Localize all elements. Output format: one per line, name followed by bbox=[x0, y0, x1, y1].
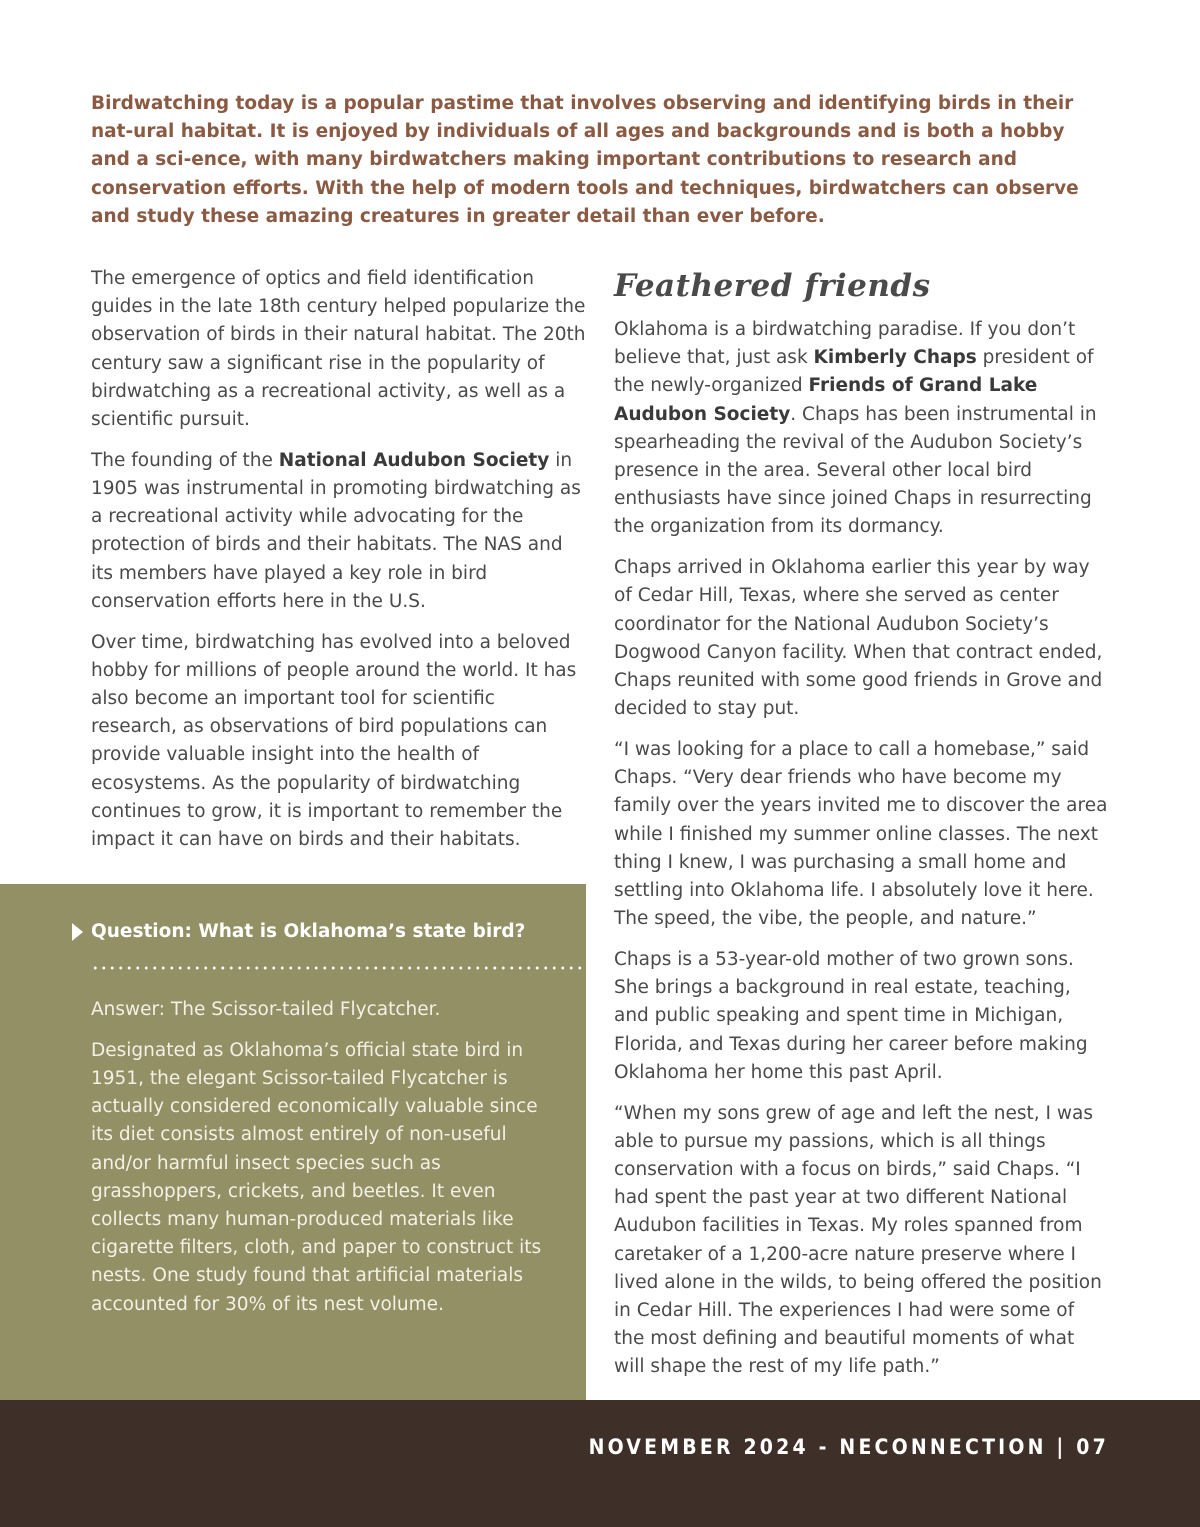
left-paragraph-1: The emergence of optics and field identification guides in the late 18th century helped popularize the observation of birds in their natural habitat. The 20th century saw a significant rise in the popularity of birdwatching as a recreational activity, as well as a scientific pursuit. bbox=[91, 268, 586, 431]
left-paragraph-2: The founding of the National Audubon Society in 1905 was instrumental in promoting birdwatching as a recreational activity while advocating for the protection of birds and their habitats. The NAS and its members have played a key role in bird conservation efforts here in the U.S. bbox=[91, 449, 581, 612]
footer-bar bbox=[0, 1400, 1200, 1527]
right-paragraph-3: “I was looking for a place to call a homebase,” said Chaps. “Very dear friends who have become my family over the years invited me to discover the area while I finished my summer online classes. The next thing I knew, I was purchasing a small home and settling into Oklahoma life. I absolutely love it here. The speed, the vibe, the people, and nature.” bbox=[614, 739, 1108, 930]
section-heading: Feathered friends bbox=[614, 268, 931, 304]
question-text: Question: What is Oklahoma’s state bird? bbox=[91, 921, 526, 942]
right-paragraph-5: “When my sons grew of age and left the nest, I was able to pursue my passions, which is all things conservation with a focus on birds,” said Chaps. “I had spent the past year at two different National Audubon facilities in Texas. My roles spanned from caretaker of a 1,200-acre nature preserve where I lived alone in the wilds, to being offered the position in Cedar Hill. The experiences I had were some of the most defining and beautiful moments of what will shape the rest of my life path.” bbox=[614, 1102, 1102, 1378]
footer-text: NOVEMBER 2024 - NECONNECTION | 07 bbox=[588, 1435, 1109, 1459]
sidebar-body: Designated as Oklahoma’s official state bird in 1951, the elegant Scissor-tailed Flycatcher is actually considered economically valuable since its diet consists almost entirely of non-useful and/or harmful insect species such as grasshoppers, crickets, and beetles. It even collects many human-produced materials like cigarette filters, cloth, and paper to construct its nests. One study found that artificial materials accounted for 30% of its nest volume. bbox=[91, 1039, 542, 1315]
right-paragraph-2: Chaps arrived in Oklahoma earlier this year by way of Cedar Hill, Texas, where she served as center coordinator for the National Audubon Society’s Dogwood Canyon facility. When that contract ended, Chaps reunited with some good friends in Grove and decided to stay put. bbox=[614, 557, 1103, 720]
right-column bbox=[614, 316, 1109, 1394]
right-paragraph-4: Chaps is a 53-year-old mother of two grown sons. She brings a background in real estate, teaching, and public speaking and spent time in Michigan, Florida, and Texas during her career before making Oklahoma her home this past April. bbox=[614, 949, 1088, 1083]
right-paragraph-1: Oklahoma is a birdwatching paradise. If you don’t believe that, just ask Kimberly Chaps president of the newly-organized Friends of Grand Lake Audubon Society. Chaps has been instrumental in spearheading the revival of the Audubon Society’s presence in the area. Several other local bird enthusiasts have since joined Chaps in resurrecting the organization from its dormancy. bbox=[614, 319, 1097, 538]
person-name: Kimberly Chaps bbox=[813, 347, 977, 369]
sidebar-answer: Answer: The Scissor-tailed Flycatcher. bbox=[91, 999, 441, 1020]
question-row bbox=[72, 918, 572, 946]
left-paragraph-3: Over time, birdwatching has evolved into a beloved hobby for millions of people around the world. It has also become an important tool for scientific research, as observations of bird populations can provide valuable insight into the health of ecosystems. As the popularity of birdwatching continues to grow, it is important to remember the impact it can have on birds and their habitats. bbox=[91, 631, 577, 851]
nas-name: National Audubon Society bbox=[278, 449, 550, 471]
intro-paragraph: Birdwatching today is a popular pastime that involves observing and identifying birds in their nat-ural habitat. It is enjoyed by individuals of all ages and backgrounds and is both a hobby and a sci-ence, with many birdwatchers making important contributions to research and conservation efforts. With the help of modern tools and techniques, birdwatchers can observe and study these amazing creatures in greater detail than ever before. bbox=[91, 93, 1079, 227]
sidebar-text bbox=[91, 996, 561, 1331]
org-name: Friends of Grand Lake Audubon Society bbox=[614, 375, 1038, 425]
dotted-divider bbox=[91, 966, 586, 970]
left-column bbox=[91, 265, 586, 867]
triangle-arrow-icon bbox=[72, 923, 83, 941]
